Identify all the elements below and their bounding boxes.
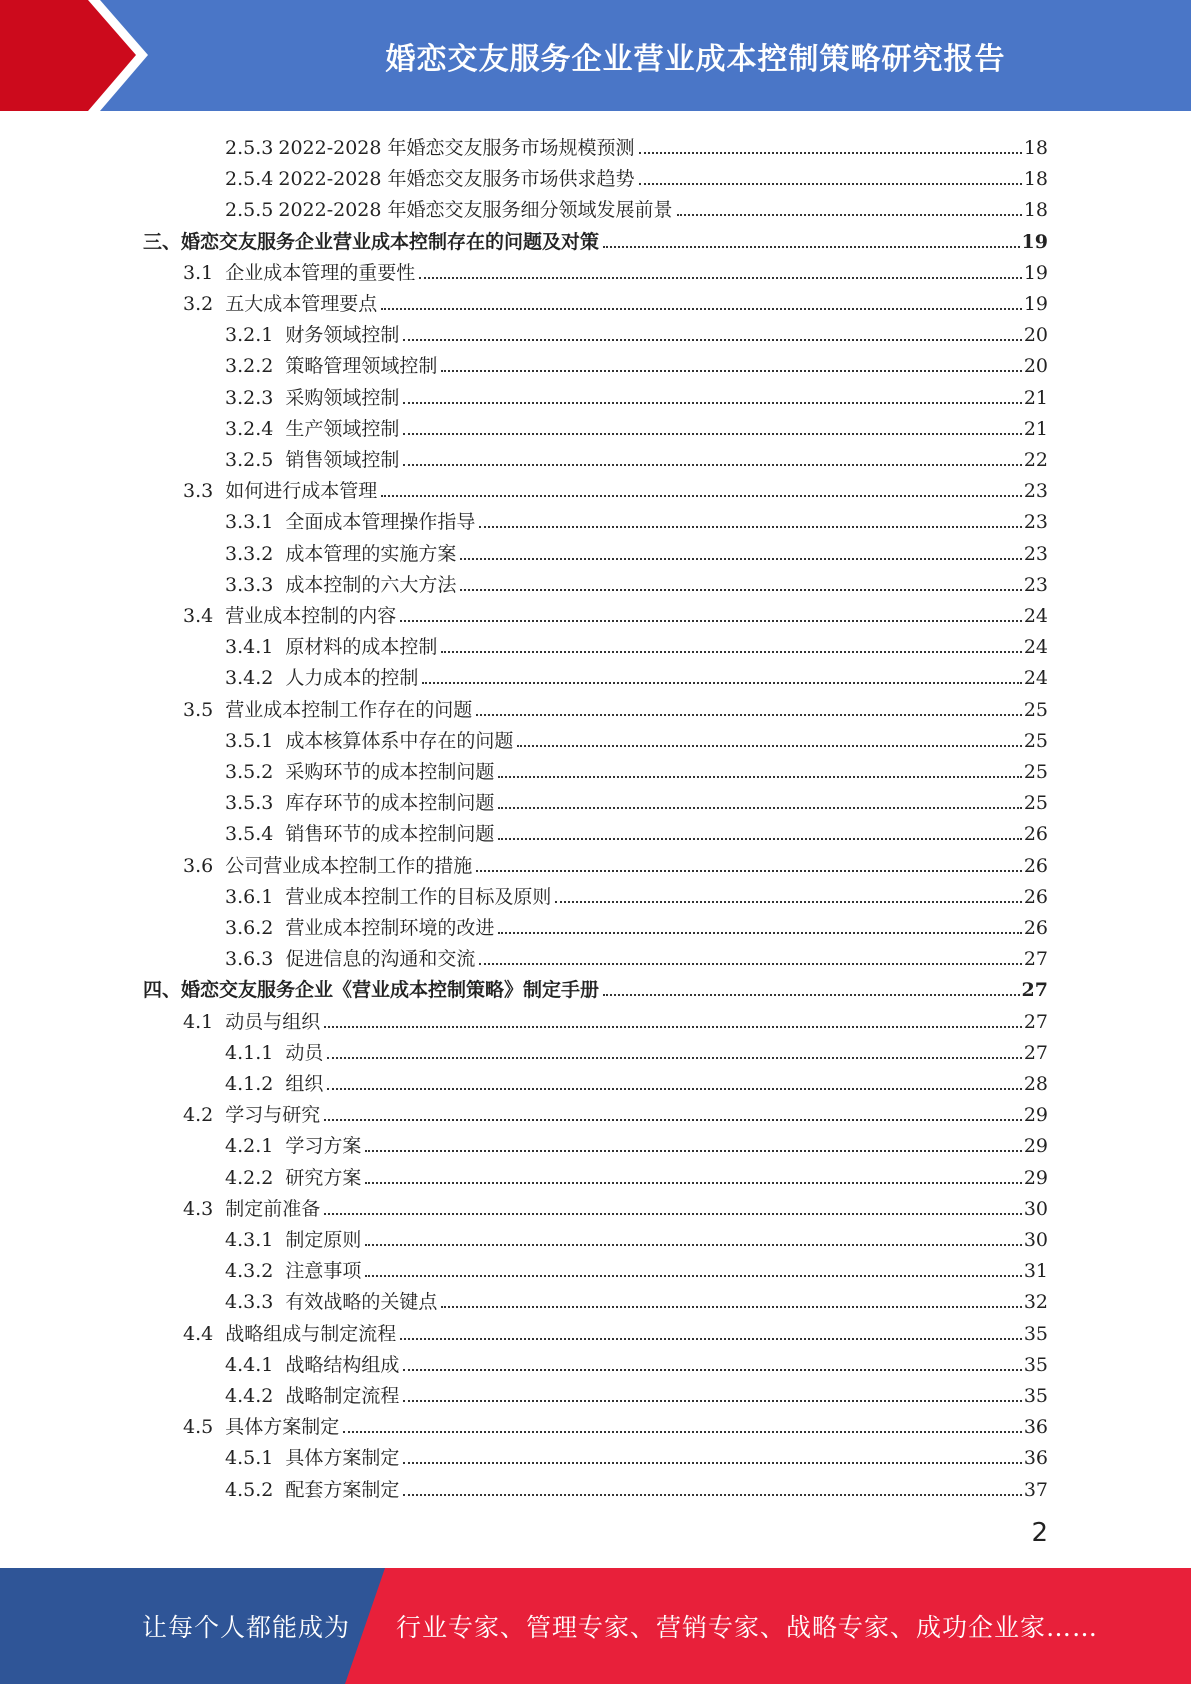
toc-entry-title: 人力成本的控制 <box>285 667 419 689</box>
toc-entry-label <box>183 1416 341 1438</box>
toc-entry-page: 24 <box>1023 605 1048 627</box>
toc-entry-number: 3.3.2 <box>225 543 274 565</box>
toc-entry-page: 21 <box>1023 418 1048 440</box>
toc-entry[interactable] <box>183 596 1048 627</box>
toc-entry-label <box>225 823 496 845</box>
page-footer <box>0 1568 1191 1684</box>
toc-dot-leader <box>441 651 1021 653</box>
toc-entry-title: 促进信息的沟通和交流 <box>285 948 476 970</box>
toc-dot-leader <box>403 464 1021 466</box>
toc-entry-number: 4.3 <box>183 1198 214 1220</box>
toc-entry-label <box>225 667 420 689</box>
toc-entry-label <box>225 1354 401 1376</box>
toc-entry-title: 学习方案 <box>285 1135 362 1157</box>
toc-dot-leader <box>403 1494 1021 1496</box>
toc-entry-number: 4.1 <box>183 1011 214 1033</box>
toc-entry-title: 原材料的成本控制 <box>285 636 438 658</box>
toc-dot-leader <box>365 1275 1021 1277</box>
toc-entry-page: 37 <box>1023 1479 1048 1501</box>
toc-dot-leader <box>639 152 1022 154</box>
toc-dot-leader <box>479 526 1021 528</box>
toc-entry-title: 成本管理的实施方案 <box>285 543 457 565</box>
toc-entry-page: 29 <box>1023 1104 1048 1126</box>
toc-entry[interactable] <box>225 1220 1048 1251</box>
toc-entry-page: 22 <box>1023 449 1048 471</box>
toc-entry-page: 18 <box>1023 137 1048 159</box>
toc-dot-leader <box>677 214 1022 216</box>
toc-entry-label <box>225 543 458 565</box>
toc-entry[interactable] <box>225 1158 1048 1189</box>
toc-dot-leader <box>441 370 1021 372</box>
toc-entry-page: 28 <box>1023 1073 1048 1095</box>
toc-entry[interactable] <box>225 409 1048 440</box>
toc-entry-label <box>183 480 379 502</box>
toc-entry-page: 19 <box>1021 231 1048 253</box>
toc-entry[interactable] <box>225 1376 1048 1407</box>
toc-entry-number: 4.4.1 <box>225 1354 274 1376</box>
toc-entry-title: 营业成本控制环境的改进 <box>285 917 495 939</box>
toc-entry-number: 4.2.1 <box>225 1135 274 1157</box>
toc-entry-page: 25 <box>1023 699 1048 721</box>
toc-entry[interactable] <box>225 1438 1048 1469</box>
toc-entry-label <box>225 917 496 939</box>
toc-dot-leader <box>498 838 1021 840</box>
toc-entry-label <box>183 699 474 721</box>
toc-dot-leader <box>498 932 1021 934</box>
toc-entry-number: 4.1.1 <box>225 1042 274 1064</box>
toc-dot-leader <box>327 1088 1021 1090</box>
toc-entry-number: 3.6 <box>183 855 214 877</box>
toc-dot-leader <box>555 901 1021 903</box>
toc-entry-page: 27 <box>1023 1042 1048 1064</box>
toc-entry[interactable] <box>225 315 1048 346</box>
toc-entry-number: 3.2.3 <box>225 387 274 409</box>
toc-entry-title: 采购领域控制 <box>285 387 400 409</box>
document-title: 婚恋交友服务企业营业成本控制策略研究报告 <box>385 41 1006 77</box>
toc-entry-number: 4.5.2 <box>225 1479 274 1501</box>
toc-entry-label <box>225 792 496 814</box>
toc-entry[interactable] <box>225 814 1048 845</box>
toc-entry[interactable] <box>225 378 1048 409</box>
toc-dot-leader <box>603 994 1020 996</box>
toc-entry-title: 有效战略的关键点 <box>285 1291 438 1313</box>
toc-entry-number: 3.2.5 <box>225 449 274 471</box>
toc-entry-label <box>225 1229 363 1251</box>
toc-entry-number: 2.5.4 <box>225 168 274 190</box>
toc-dot-leader <box>324 1119 1022 1121</box>
toc-entry-page: 36 <box>1023 1416 1048 1438</box>
toc-dot-leader <box>400 620 1022 622</box>
toc-entry-number: 3.4 <box>183 605 214 627</box>
toc-entry-title: 如何进行成本管理 <box>225 480 378 502</box>
toc-entry-number: 3.1 <box>183 262 214 284</box>
toc-entry-page: 20 <box>1023 324 1048 346</box>
toc-entry[interactable] <box>183 1189 1048 1220</box>
toc-entry-label <box>183 262 417 284</box>
toc-dot-leader <box>403 1369 1021 1371</box>
toc-entry-title: 营业成本控制的内容 <box>225 605 397 627</box>
toc-entry[interactable] <box>183 1407 1048 1438</box>
toc-entry[interactable] <box>225 1126 1048 1157</box>
toc-entry-title: 具体方案制定 <box>285 1447 400 1469</box>
toc-entry-title: 全面成本管理操作指导 <box>285 511 476 533</box>
toc-entry-label <box>225 324 401 346</box>
toc-entry-label <box>225 449 401 471</box>
toc-entry-title: 策略管理领域控制 <box>285 355 438 377</box>
toc-entry-page: 24 <box>1023 667 1048 689</box>
toc-entry-label <box>225 1167 363 1189</box>
toc-entry[interactable] <box>225 1064 1048 1095</box>
toc-entry-number: 3.4.1 <box>225 636 274 658</box>
toc-entry-number: 3.2.2 <box>225 355 274 377</box>
toc-dot-leader <box>403 1400 1021 1402</box>
toc-entry-title: 学习与研究 <box>225 1104 321 1126</box>
toc-entry[interactable] <box>183 1095 1048 1126</box>
toc-entry-title: 组织 <box>285 1073 324 1095</box>
toc-dot-leader <box>460 558 1021 560</box>
toc-entry[interactable] <box>225 502 1048 533</box>
toc-dot-leader <box>381 495 1022 497</box>
toc-entry-number: 3.5.2 <box>225 761 274 783</box>
toc-entry[interactable] <box>225 128 1048 159</box>
toc-entry-number: 3.5.4 <box>225 823 274 845</box>
footer-slogan-right: 行业专家、管理专家、营销专家、战略专家、成功企业家…… <box>396 1613 1099 1642</box>
toc-entry-label <box>225 886 553 908</box>
toc-entry-label <box>225 730 515 752</box>
toc-entry-number: 4.2.2 <box>225 1167 274 1189</box>
toc-entry-page: 18 <box>1023 168 1048 190</box>
toc-dot-leader <box>365 1150 1021 1152</box>
toc-dot-leader <box>381 308 1022 310</box>
toc-entry-page: 27 <box>1023 1011 1048 1033</box>
toc-entry-page: 26 <box>1023 886 1048 908</box>
toc-entry[interactable] <box>183 846 1048 877</box>
toc-entry-number: 3.3 <box>183 480 214 502</box>
toc-dot-leader <box>403 433 1021 435</box>
toc-entry-page: 35 <box>1023 1354 1048 1376</box>
toc-entry-label <box>225 1042 325 1064</box>
toc-dot-leader <box>476 870 1022 872</box>
toc-entry-number: 4.5.1 <box>225 1447 274 1469</box>
toc-entry-number: 3.5.1 <box>225 730 274 752</box>
toc-entry[interactable] <box>183 253 1048 284</box>
toc-entry-title: 五大成本管理要点 <box>225 293 378 315</box>
toc-entry-title: 2022-2028 年婚恋交友服务细分领域发展前景 <box>278 199 673 221</box>
toc-entry-page: 35 <box>1023 1385 1048 1407</box>
toc-entry-page: 30 <box>1023 1229 1048 1251</box>
toc-entry-page: 23 <box>1023 543 1048 565</box>
page-number: 2 <box>1031 1518 1048 1548</box>
toc-entry-number: 三、 <box>143 231 182 253</box>
toc-entry-label <box>225 1073 325 1095</box>
toc-entry-number: 3.2.4 <box>225 418 274 440</box>
toc-entry-title: 库存环节的成本控制问题 <box>285 792 495 814</box>
toc-dot-leader <box>403 402 1021 404</box>
toc-entry[interactable] <box>225 1470 1048 1501</box>
toc-entry-page: 19 <box>1023 262 1048 284</box>
toc-entry-number: 3.5 <box>183 699 214 721</box>
toc-entry[interactable] <box>183 1002 1048 1033</box>
toc-entry-page: 26 <box>1023 917 1048 939</box>
toc-entry-label <box>183 1323 398 1345</box>
toc-entry-title: 婚恋交友服务企业《营业成本控制策略》制定手册 <box>181 979 600 1001</box>
toc-entry-title: 成本核算体系中存在的问题 <box>285 730 514 752</box>
toc-dot-leader <box>479 963 1021 965</box>
toc-entry-label <box>143 979 601 1001</box>
toc-entry-page: 26 <box>1023 855 1048 877</box>
toc-entry-title: 营业成本控制工作的目标及原则 <box>285 886 552 908</box>
toc-entry-label <box>225 387 401 409</box>
toc-entry[interactable] <box>225 939 1048 970</box>
toc-entry-number: 4.3.3 <box>225 1291 274 1313</box>
page-header <box>0 0 1191 111</box>
toc-entry-title: 2022-2028 年婚恋交友服务市场规模预测 <box>278 137 635 159</box>
toc-entry-label <box>225 199 675 221</box>
toc-dot-leader <box>419 277 1022 279</box>
toc-entry-title: 成本控制的六大方法 <box>285 574 457 596</box>
toc-dot-leader <box>460 589 1021 591</box>
toc-entry-label <box>183 1104 322 1126</box>
toc-entry-title: 制定原则 <box>285 1229 362 1251</box>
toc-entry-number: 2.5.5 <box>225 199 274 221</box>
toc-entry-label <box>143 231 601 253</box>
toc-entry[interactable] <box>225 752 1048 783</box>
toc-entry-number: 4.4.2 <box>225 1385 274 1407</box>
toc-entry-page: 18 <box>1023 199 1048 221</box>
toc-entry-page: 30 <box>1023 1198 1048 1220</box>
toc-entry-number: 3.3.1 <box>225 511 274 533</box>
toc-entry-label <box>225 948 477 970</box>
toc-entry-page: 31 <box>1023 1260 1048 1282</box>
toc-entry-title: 企业成本管理的重要性 <box>225 262 416 284</box>
toc-entry-label <box>225 1291 439 1313</box>
toc-entry[interactable] <box>225 783 1048 814</box>
toc-entry-label <box>225 137 637 159</box>
footer-slogan-left: 让每个人都能成为 <box>142 1613 351 1642</box>
toc-entry-title: 制定前准备 <box>225 1198 321 1220</box>
toc-entry-label <box>183 293 379 315</box>
toc-entry-number: 3.6.2 <box>225 917 274 939</box>
toc-entry-title: 战略制定流程 <box>285 1385 400 1407</box>
toc-entry[interactable] <box>225 1033 1048 1064</box>
toc-entry-page: 20 <box>1023 355 1048 377</box>
toc-entry-label <box>225 418 401 440</box>
toc-entry-number: 4.5 <box>183 1416 214 1438</box>
toc-entry-number: 4.3.1 <box>225 1229 274 1251</box>
toc-dot-leader <box>441 1306 1021 1308</box>
toc-entry[interactable] <box>225 190 1048 221</box>
toc-entry-label <box>225 574 458 596</box>
toc-entry-title: 销售环节的成本控制问题 <box>285 823 495 845</box>
toc-entry[interactable] <box>225 1345 1048 1376</box>
toc-dot-leader <box>603 246 1020 248</box>
toc-entry[interactable] <box>225 877 1048 908</box>
toc-entry-title: 配套方案制定 <box>285 1479 400 1501</box>
toc-entry[interactable] <box>183 284 1048 315</box>
toc-entry-label <box>225 1260 363 1282</box>
toc-entry-page: 35 <box>1023 1323 1048 1345</box>
toc-entry-label <box>225 168 637 190</box>
toc-entry-number: 3.4.2 <box>225 667 274 689</box>
toc-entry-page: 29 <box>1023 1167 1048 1189</box>
toc-entry-number: 4.4 <box>183 1323 214 1345</box>
toc-dot-leader <box>476 714 1022 716</box>
toc-entry-title: 2022-2028 年婚恋交友服务市场供求趋势 <box>278 168 635 190</box>
toc-entry-number: 4.2 <box>183 1104 214 1126</box>
toc-entry[interactable] <box>183 471 1048 502</box>
toc-entry-title: 销售领域控制 <box>285 449 400 471</box>
toc-dot-leader <box>403 339 1021 341</box>
toc-entry-number: 4.3.2 <box>225 1260 274 1282</box>
toc-entry-title: 动员与组织 <box>225 1011 321 1033</box>
toc-entry-page: 23 <box>1023 480 1048 502</box>
toc-dot-leader <box>400 1338 1022 1340</box>
toc-dot-leader <box>498 807 1021 809</box>
toc-entry[interactable] <box>183 690 1048 721</box>
toc-entry[interactable] <box>225 658 1048 689</box>
toc-entry-title: 注意事项 <box>285 1260 362 1282</box>
toc-entry-number: 3.6.3 <box>225 948 274 970</box>
toc-dot-leader <box>324 1026 1022 1028</box>
toc-dot-leader <box>365 1244 1021 1246</box>
toc-entry-label <box>225 1385 401 1407</box>
toc-dot-leader <box>324 1213 1022 1215</box>
toc-entry[interactable] <box>143 970 1048 1001</box>
toc-entry[interactable] <box>225 908 1048 939</box>
toc-entry[interactable] <box>225 534 1048 565</box>
toc-entry-title: 具体方案制定 <box>225 1416 340 1438</box>
toc-entry[interactable] <box>225 565 1048 596</box>
toc-dot-leader <box>639 183 1022 185</box>
toc-entry[interactable] <box>225 1251 1048 1282</box>
toc-entry-label <box>183 1198 322 1220</box>
toc-entry-number: 3.3.3 <box>225 574 274 596</box>
toc-entry[interactable] <box>225 627 1048 658</box>
toc-dot-leader <box>403 1462 1021 1464</box>
toc-entry[interactable] <box>225 159 1048 190</box>
toc-entry-title: 营业成本控制工作存在的问题 <box>225 699 473 721</box>
toc-entry-label <box>183 1011 322 1033</box>
toc-entry-page: 19 <box>1023 293 1048 315</box>
toc-entry-title: 公司营业成本控制工作的措施 <box>225 855 473 877</box>
toc-entry-page: 24 <box>1023 636 1048 658</box>
toc-entry[interactable] <box>143 222 1048 253</box>
toc-entry-label <box>225 1135 363 1157</box>
toc-entry-page: 25 <box>1023 761 1048 783</box>
toc-entry-label <box>225 511 477 533</box>
toc-entry-title: 动员 <box>285 1042 324 1064</box>
toc-entry-title: 采购环节的成本控制问题 <box>285 761 495 783</box>
toc-entry-number: 2.5.3 <box>225 137 274 159</box>
toc-entry-title: 战略组成与制定流程 <box>225 1323 397 1345</box>
toc-entry-page: 27 <box>1023 948 1048 970</box>
toc-entry-number: 3.2 <box>183 293 214 315</box>
toc-entry-label <box>183 855 474 877</box>
toc-entry-page: 26 <box>1023 823 1048 845</box>
toc-entry-page: 23 <box>1023 574 1048 596</box>
toc-entry-page: 25 <box>1023 730 1048 752</box>
toc-dot-leader <box>365 1182 1021 1184</box>
toc-entry-number: 4.1.2 <box>225 1073 274 1095</box>
toc-entry[interactable] <box>225 346 1048 377</box>
toc-entry-page: 25 <box>1023 792 1048 814</box>
toc-entry-title: 研究方案 <box>285 1167 362 1189</box>
toc-entry-page: 36 <box>1023 1447 1048 1469</box>
toc-entry-label <box>225 761 496 783</box>
toc-entry[interactable] <box>183 1314 1048 1345</box>
toc-entry-label <box>225 1479 401 1501</box>
toc-entry-page: 29 <box>1023 1135 1048 1157</box>
toc-entry-page: 27 <box>1021 979 1048 1001</box>
toc-dot-leader <box>498 776 1021 778</box>
toc-entry-page: 32 <box>1023 1291 1048 1313</box>
toc-dot-leader <box>422 682 1021 684</box>
toc-entry-page: 23 <box>1023 511 1048 533</box>
toc-entry-title: 生产领域控制 <box>285 418 400 440</box>
toc-entry-number: 四、 <box>143 979 182 1001</box>
toc-entry-number: 3.6.1 <box>225 886 274 908</box>
toc-dot-leader <box>327 1057 1021 1059</box>
toc-entry-title: 婚恋交友服务企业营业成本控制存在的问题及对策 <box>181 231 600 253</box>
toc-entry-title: 战略结构组成 <box>285 1354 400 1376</box>
toc-entry-title: 财务领域控制 <box>285 324 400 346</box>
toc-entry-label <box>225 1447 401 1469</box>
toc-entry-number: 3.5.3 <box>225 792 274 814</box>
toc-entry[interactable] <box>225 1282 1048 1313</box>
toc-entry-label <box>225 355 439 377</box>
toc-entry-label <box>183 605 398 627</box>
toc-entry-page: 21 <box>1023 387 1048 409</box>
toc-entry-number: 3.2.1 <box>225 324 274 346</box>
toc-entry[interactable] <box>225 721 1048 752</box>
toc-dot-leader <box>517 745 1021 747</box>
toc-entry-label <box>225 636 439 658</box>
toc-entry[interactable] <box>225 440 1048 471</box>
toc-dot-leader <box>343 1431 1022 1433</box>
